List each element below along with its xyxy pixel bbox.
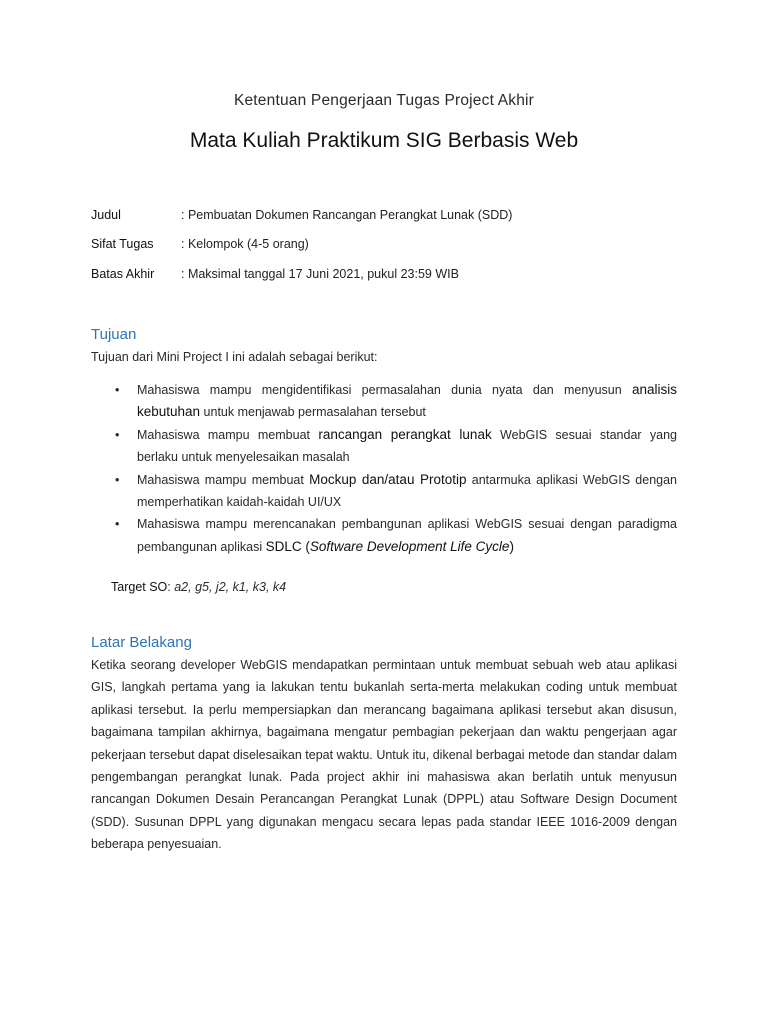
item-text: WebGIS sesuai standar yang berlaku untuk menyelesaikan masalah — [137, 427, 678, 465]
document-title: Mata Kuliah Praktikum SIG Berbasis Web — [189, 129, 579, 152]
item-text: antarmuka aplikasi WebGIS dengan memperhatikan kaidah-kaidah UI/UX — [137, 472, 678, 510]
bullet-icon: • — [115, 427, 120, 442]
bullet-icon: • — [115, 472, 120, 487]
info-row-batas-akhir — [91, 259, 512, 289]
list-item — [91, 424, 677, 469]
info-row-judul — [91, 200, 512, 230]
bullet-icon: • — [115, 383, 120, 397]
section-heading-tujuan: Tujuan — [91, 326, 137, 343]
info-value: : Pembuatan Dokumen Rancangan Perangkat Lunak (SDD) — [181, 207, 513, 222]
item-emphasis: ) — [509, 538, 514, 554]
item-text: Mahasiswa mampu membuat — [137, 472, 310, 487]
target-so-label: Target SO — [111, 580, 168, 594]
info-row-sifat-tugas — [91, 230, 512, 260]
item-emphasis: SDLC ( — [265, 538, 310, 554]
item-emphasis: analisis kebutuhan — [137, 382, 677, 420]
target-so-values: a2, g5, j2, k1, k3, k4 — [174, 580, 287, 594]
info-label: Sifat Tugas — [91, 237, 154, 252]
list-item — [91, 469, 677, 514]
info-label: Judul — [91, 207, 121, 222]
tujuan-list — [91, 379, 677, 558]
tujuan-intro: Tujuan dari Mini Project I ini adalah sebagai berikut: — [91, 350, 378, 364]
list-item — [91, 513, 677, 558]
item-text: untuk menjawab permasalahan tersebut — [200, 405, 426, 420]
assignment-info — [91, 200, 512, 289]
target-so-separator: : — [167, 580, 175, 594]
item-emphasis: rancangan perangkat lunak — [318, 426, 492, 442]
info-value: : Kelompok (4-5 orang) — [181, 237, 309, 252]
section-heading-latar-belakang: Latar Belakang — [91, 634, 192, 651]
info-value: : Maksimal tanggal 17 Juni 2021, pukul 23:59 WIB — [181, 266, 459, 281]
list-item — [91, 379, 677, 424]
document-subtitle: Ketentuan Pengerjaan Tugas Project Akhir — [233, 92, 535, 109]
bullet-icon: • — [115, 517, 120, 532]
latar-belakang-paragraph: Ketika seorang developer WebGIS mendapatkan permintaan untuk membuat sebuah web atau aplikasi GIS, langkah pertama yang ia lakukan tentu bukanlah serta-merta melakukan coding untuk membuat aplikasi tersebut. Ia perlu mempersiapkan dan merancang bagaimana aplikasi tersebut akan disusun, bagaimana tampilan akhirnya, bagaimana mengatur pembagian pekerjaan dan waktu pengerjaan agar pekerjaan tersebut dapat diselesaikan tepat waktu. Untuk itu, dikenal berbagai metode dan standar dalam pengembangan perangkat lunak. Pada project akhir ini mahasiswa akan berlatih untuk menyusun rancangan Dokumen Desain Perancangan Perangkat Lunak (DPPL) atau Software Design Document (SDD). Susunan DPPL yang digunakan mengacu secara lepas pada standar IEEE 1016-2009 dengan beberapa penyesuaian. — [91, 658, 677, 852]
item-emphasis: Mockup dan/atau Prototip — [309, 471, 467, 487]
item-text: Mahasiswa mampu mengidentifikasi permasalahan dunia nyata dan menyusun — [137, 383, 632, 397]
item-text: Mahasiswa mampu membuat — [137, 427, 319, 442]
info-label: Batas Akhir — [91, 266, 155, 281]
item-emphasis-italic: Software Development Life Cycle — [309, 538, 510, 554]
item-text: Mahasiswa mampu merencanakan pembangunan aplikasi WebGIS sesuai dengan paradigma pembangunan aplikasi — [137, 517, 677, 554]
target-so — [111, 580, 286, 594]
